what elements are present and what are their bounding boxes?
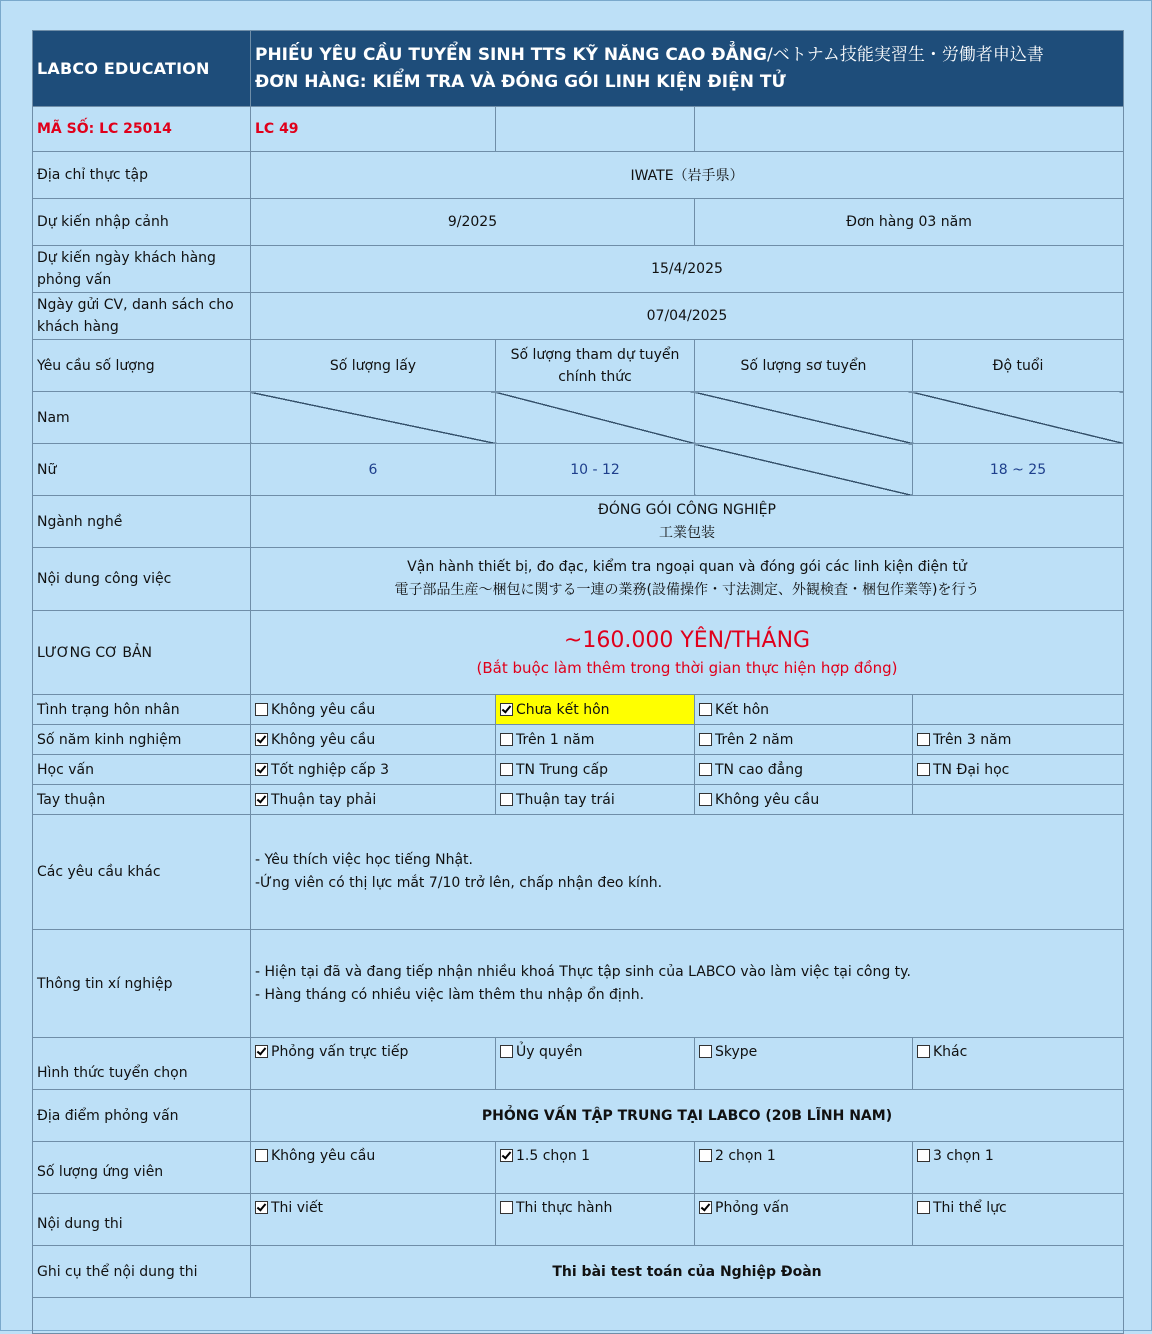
quantity-col-take: Số lượng lấy — [251, 340, 496, 392]
checkbox-icon[interactable] — [500, 793, 513, 806]
experience-option-none[interactable]: Không yêu cầu — [251, 725, 496, 755]
entry-label: Dự kiến nhập cảnh — [33, 199, 251, 246]
industry-vi: ĐÓNG GÓI CÔNG NGHIỆP — [598, 501, 776, 518]
cv-date-row — [33, 293, 1124, 340]
checkbox-icon[interactable] — [917, 1149, 930, 1162]
other-line1: - Yêu thích việc học tiếng Nhật. — [255, 852, 473, 868]
marital-label: Tình trạng hôn nhân — [33, 695, 251, 725]
checkbox-checked-icon[interactable] — [255, 1201, 268, 1214]
checkbox-icon[interactable] — [500, 1201, 513, 1214]
checkbox-checked-icon[interactable] — [255, 793, 268, 806]
selection-option-proxy[interactable]: Ủy quyền — [496, 1038, 695, 1090]
other-value — [251, 815, 1124, 930]
experience-option-1y[interactable]: Trên 1 năm — [496, 725, 695, 755]
hand-option-none[interactable]: Không yêu cầu — [695, 785, 913, 815]
marital-row — [33, 695, 1124, 725]
address-value: IWATE（岩手県） — [251, 152, 1124, 199]
recruitment-form — [32, 30, 1124, 1334]
exam-option-physical[interactable]: Thi thể lực — [913, 1194, 1124, 1246]
company-line2: - Hàng tháng có nhiều việc làm thêm thu nhập ổn định. — [255, 986, 645, 1003]
checkbox-checked-icon[interactable] — [255, 733, 268, 746]
salary-label: LƯƠNG CƠ BẢN — [33, 611, 251, 695]
experience-option-3y[interactable]: Trên 3 năm — [913, 725, 1124, 755]
title-line2: ĐƠN HÀNG: KIỂM TRA VÀ ĐÓNG GÓI LINH KIỆN ĐIỆN TỬ — [255, 71, 786, 92]
male-official-empty — [496, 392, 695, 444]
location-label: Địa điểm phỏng vấn — [33, 1090, 251, 1142]
male-prescreen-empty — [695, 392, 913, 444]
brand-name: LABCO EDUCATION — [33, 31, 251, 107]
industry-row — [33, 496, 1124, 548]
exam-option-interview[interactable]: Phỏng vấn — [695, 1194, 913, 1246]
marital-option-single[interactable]: Chưa kết hôn — [496, 695, 695, 725]
checkbox-icon[interactable] — [917, 1045, 930, 1058]
exam-option-practical[interactable]: Thi thực hành — [496, 1194, 695, 1246]
education-option-vocational[interactable]: TN Trung cấp — [496, 755, 695, 785]
quantity-label: Yêu cầu số lượng — [33, 340, 251, 392]
salary-value: ~160.000 YÊN/THÁNG — [563, 628, 811, 653]
exam-label: Nội dung thi — [33, 1194, 251, 1246]
company-label: Thông tin xí nghiệp — [33, 930, 251, 1038]
empty-cell — [695, 107, 1124, 152]
quantity-col-official: Số lượng tham dự tuyển chính thức — [496, 340, 695, 392]
quantity-col-prescreen: Số lượng sơ tuyển — [695, 340, 913, 392]
checkbox-icon[interactable] — [255, 1149, 268, 1162]
exam-option-written[interactable]: Thi viết — [251, 1194, 496, 1246]
salary-note: (Bắt buộc làm thêm trong thời gian thực hiện hợp đồng) — [476, 659, 898, 677]
hand-option-right[interactable]: Thuận tay phải — [251, 785, 496, 815]
checkbox-icon[interactable] — [500, 763, 513, 776]
female-row — [33, 444, 1124, 496]
checkbox-checked-icon[interactable] — [255, 763, 268, 776]
checkbox-icon[interactable] — [500, 1045, 513, 1058]
female-age: 18 ~ 25 — [913, 444, 1124, 496]
interview-date-label: Dự kiến ngày khách hàng phỏng vấn — [33, 246, 251, 293]
job-jp: 電子部品生産～梱包に関する一連の業務(設備操作・寸法測定、外観検査・梱包作業等)を行う — [394, 582, 980, 598]
selection-option-other[interactable]: Khác — [913, 1038, 1124, 1090]
male-label: Nam — [33, 392, 251, 444]
candidates-label: Số lượng ứng viên — [33, 1142, 251, 1194]
job-value — [251, 548, 1124, 611]
candidates-option-3[interactable]: 3 chọn 1 — [913, 1142, 1124, 1194]
entry-value: 9/2025 — [251, 199, 695, 246]
form-title — [251, 31, 1124, 107]
address-row — [33, 152, 1124, 199]
hand-row — [33, 785, 1124, 815]
code-row — [33, 107, 1124, 152]
company-value — [251, 930, 1124, 1038]
industry-label: Ngành nghề — [33, 496, 251, 548]
checkbox-icon[interactable] — [699, 733, 712, 746]
empty-cell — [913, 785, 1124, 815]
candidates-option-2[interactable]: 2 chọn 1 — [695, 1142, 913, 1194]
checkbox-checked-icon[interactable] — [255, 1045, 268, 1058]
empty-cell — [33, 1298, 1124, 1334]
checkbox-icon[interactable] — [699, 1045, 712, 1058]
selection-label: Hình thức tuyển chọn — [33, 1038, 251, 1090]
location-value: PHỎNG VẤN TẬP TRUNG TẠI LABCO (20B LĨNH NAM) — [251, 1090, 1124, 1142]
selection-row — [33, 1038, 1124, 1090]
checkbox-checked-icon[interactable] — [500, 1149, 513, 1162]
male-row — [33, 392, 1124, 444]
checkbox-icon[interactable] — [917, 763, 930, 776]
ma-so: MÃ SỐ: LC 25014 — [33, 107, 251, 152]
selection-option-skype[interactable]: Skype — [695, 1038, 913, 1090]
marital-option-none[interactable]: Không yêu cầu — [251, 695, 496, 725]
title-line1: PHIẾU YÊU CẦU TUYỂN SINH TTS KỸ NĂNG CAO ĐẲNG — [255, 44, 767, 65]
checkbox-icon[interactable] — [917, 733, 930, 746]
education-label: Học vấn — [33, 755, 251, 785]
cv-date-value: 07/04/2025 — [251, 293, 1124, 340]
education-option-college[interactable]: TN cao đẳng — [695, 755, 913, 785]
male-age-empty — [913, 392, 1124, 444]
female-label: Nữ — [33, 444, 251, 496]
job-vi: Vận hành thiết bị, đo đạc, kiểm tra ngoại quan và đóng gói các linh kiện điện tử — [407, 559, 967, 575]
hand-option-left[interactable]: Thuận tay trái — [496, 785, 695, 815]
checkbox-icon[interactable] — [699, 703, 712, 716]
address-label: Địa chỉ thực tập — [33, 152, 251, 199]
empty-cell — [496, 107, 695, 152]
checkbox-icon[interactable] — [699, 763, 712, 776]
education-option-highschool[interactable]: Tốt nghiệp cấp 3 — [251, 755, 496, 785]
title-line1-jp: /ベトナム技能実習生・労働者申込書 — [766, 44, 1044, 65]
candidates-row — [33, 1142, 1124, 1194]
hand-label: Tay thuận — [33, 785, 251, 815]
checkbox-checked-icon[interactable] — [500, 703, 513, 716]
quantity-col-age: Độ tuổi — [913, 340, 1124, 392]
footer-empty-row — [33, 1298, 1124, 1334]
checkbox-icon[interactable] — [255, 703, 268, 716]
exam-row — [33, 1194, 1124, 1246]
job-row — [33, 548, 1124, 611]
company-row — [33, 930, 1124, 1038]
education-row — [33, 755, 1124, 785]
female-official: 10 - 12 — [496, 444, 695, 496]
industry-jp: 工業包装 — [659, 524, 715, 541]
interview-date-row — [33, 246, 1124, 293]
empty-cell — [913, 695, 1124, 725]
industry-value — [251, 496, 1124, 548]
entry-row — [33, 199, 1124, 246]
education-option-university[interactable]: TN Đại học — [913, 755, 1124, 785]
entry-term: Đơn hàng 03 năm — [695, 199, 1124, 246]
cv-date-label: Ngày gửi CV, danh sách cho khách hàng — [33, 293, 251, 340]
checkbox-icon[interactable] — [699, 793, 712, 806]
other-line2: -Ứng viên có thị lực mắt 7/10 trở lên, chấp nhận đeo kính. — [255, 875, 663, 891]
male-take-empty — [251, 392, 496, 444]
marital-option-married[interactable]: Kết hôn — [695, 695, 913, 725]
female-prescreen-empty — [695, 444, 913, 496]
candidates-option-1-5[interactable]: 1.5 chọn 1 — [496, 1142, 695, 1194]
salary-row — [33, 611, 1124, 695]
exam-note-row — [33, 1246, 1124, 1298]
checkbox-icon[interactable] — [917, 1201, 930, 1214]
experience-option-2y[interactable]: Trên 2 năm — [695, 725, 913, 755]
checkbox-icon[interactable] — [500, 733, 513, 746]
location-row — [33, 1090, 1124, 1142]
selection-option-direct[interactable]: Phỏng vấn trực tiếp — [251, 1038, 496, 1090]
header-row — [33, 31, 1124, 107]
company-line1: - Hiện tại đã và đang tiếp nhận nhiều khoá Thực tập sinh của LABCO vào làm việc tại công ty. — [255, 963, 911, 980]
checkbox-checked-icon[interactable] — [699, 1201, 712, 1214]
candidates-option-none[interactable]: Không yêu cầu — [251, 1142, 496, 1194]
lc-code: LC 49 — [251, 107, 496, 152]
experience-row — [33, 725, 1124, 755]
quantity-header-row — [33, 340, 1124, 392]
exam-note-value: Thi bài test toán của Nghiệp Đoàn — [251, 1246, 1124, 1298]
experience-label: Số năm kinh nghiệm — [33, 725, 251, 755]
other-row — [33, 815, 1124, 930]
job-label: Nội dung công việc — [33, 548, 251, 611]
salary-cell — [251, 611, 1124, 695]
female-take: 6 — [251, 444, 496, 496]
exam-note-label: Ghi cụ thể nội dung thi — [33, 1246, 251, 1298]
checkbox-icon[interactable] — [699, 1149, 712, 1162]
other-label: Các yêu cầu khác — [33, 815, 251, 930]
interview-date-value: 15/4/2025 — [251, 246, 1124, 293]
